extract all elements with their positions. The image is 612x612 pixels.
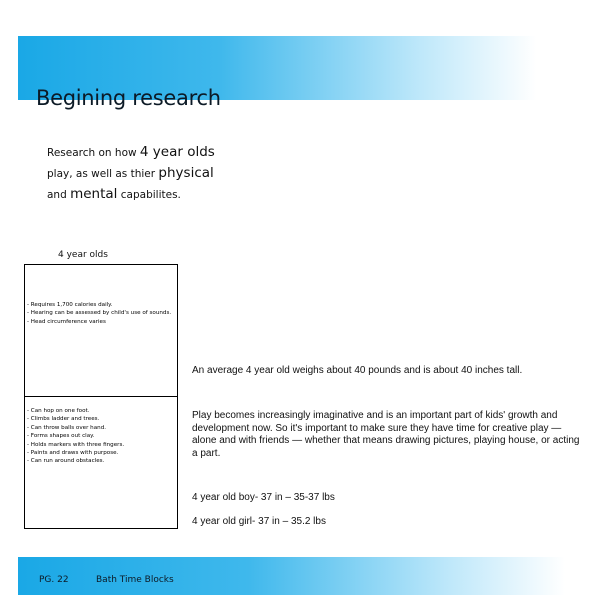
intro-line-1 [47,142,307,163]
intro-text-part: play, as well as thier [47,168,159,180]
list-item: - Head circumference varies [27,318,106,325]
intro-line-3 [47,184,307,205]
page-title: Begining research [36,86,221,110]
facts-box-skills [24,396,178,529]
footer-title: Bath Time Blocks [96,575,174,585]
page-number: PG. 22 [39,575,69,585]
facts-box-physical [24,264,178,397]
list-item: - Forms shapes out clay. [27,433,95,440]
list-item: - Requires 1,700 calories daily. [27,302,113,308]
list-item: - Climbs ladder and trees. [27,416,100,423]
box-label: 4 year olds [58,250,108,260]
intro-line-2 [47,163,307,184]
stat-boy: 4 year old boy- 37 in – 35-37 lbs [192,492,335,503]
header-band [18,36,594,110]
intro-emphasis: physical [158,165,214,181]
stat-girl: 4 year old girl- 37 in – 35.2 lbs [192,516,326,527]
list-item: - Can hop on one foot. [27,408,90,414]
list-item: - Can run around obstacles. [27,458,105,465]
intro-text-part: and [47,189,71,201]
intro-emphasis: mental [70,186,118,202]
paragraph-weight-height: An average 4 year old weighs about 40 pounds and is about 40 inches tall. [192,365,523,376]
list-item: - Can throw balls over hand. [27,424,107,431]
intro-text-part: capabilites. [117,189,181,201]
list-item: - Paints and draws with purpose. [27,450,119,457]
list-item: - Hearing can be assessed by child's use of sounds. [27,310,172,317]
list-item: - Holds markers with three fingers. [27,441,125,448]
intro-emphasis: 4 year olds [139,144,215,160]
intro-text-part: Research on how [47,147,140,159]
intro-text [47,142,307,205]
paragraph-play: Play becomes increasingly imaginative and is an important part of kids' growth and development now. So it's important to make sure they have time for creative play — alone and with friends — whether that means drawing pictures, playing house, or acting a part. [192,410,580,459]
